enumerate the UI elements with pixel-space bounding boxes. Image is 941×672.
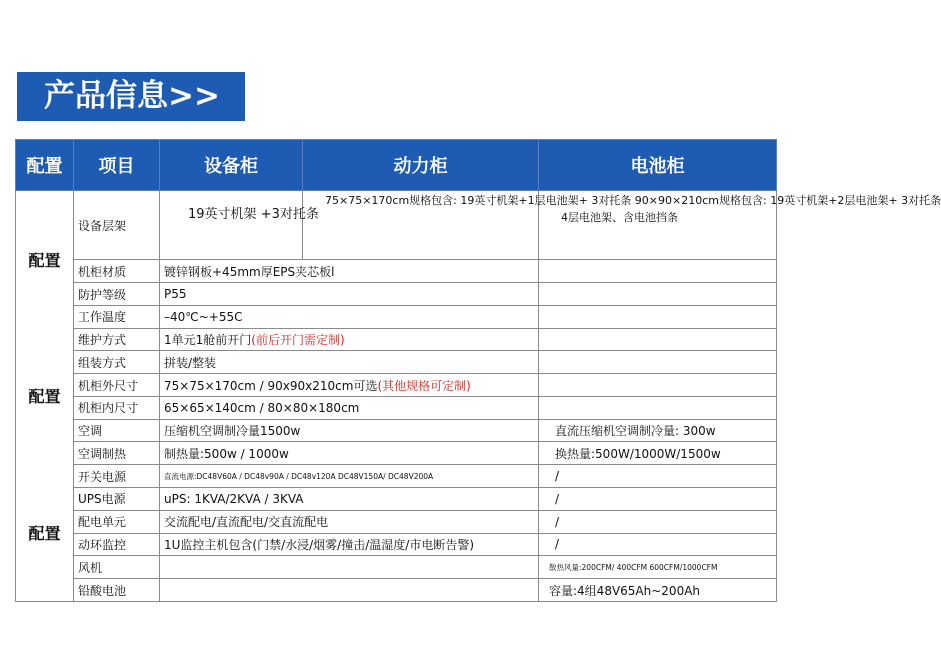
header-config: 配置: [16, 140, 74, 191]
header-power: 动力柜: [303, 140, 539, 191]
row-battery: [539, 351, 777, 374]
outer-size-value: 75×75×170cm / 90x90x210cm可选: [164, 378, 378, 393]
table-row: [16, 488, 777, 511]
maintenance-note: (前后开门需定制): [251, 333, 345, 348]
table-row: [16, 533, 777, 556]
row-value: 拼装/整装: [160, 351, 539, 374]
table-row: [16, 465, 777, 488]
row-battery: /: [539, 533, 777, 556]
header-equipment: 设备柜: [160, 140, 303, 191]
row-value: –40℃~+55C: [160, 305, 539, 328]
group-label: 配置: [28, 524, 61, 544]
row-battery: [539, 283, 777, 306]
row-battery: /: [539, 488, 777, 511]
row-label: 风机: [74, 556, 160, 579]
row-value: 65×65×140cm / 80×80×180cm: [160, 396, 539, 419]
header-item: 项目: [74, 140, 160, 191]
row-value: [160, 579, 539, 602]
table-row: [16, 419, 777, 442]
maintenance-value: 1单元1舱前开门: [164, 333, 252, 348]
row-label: 动环监控: [74, 533, 160, 556]
row-value: [160, 328, 539, 351]
section-title: 产品信息>>: [17, 72, 245, 121]
table-row: [16, 305, 777, 328]
table-row: [16, 396, 777, 419]
row-label: 机柜材质: [74, 260, 160, 283]
row-value: [160, 556, 539, 579]
table-row: [16, 442, 777, 465]
table-row: [16, 328, 777, 351]
row-value: 直流电源:DC48V60A / DC48v90A / DC48v120A DC48V150A/ DC48V200A: [160, 465, 539, 488]
row-label: 设备层架: [74, 191, 160, 260]
row-battery: 容量:4组48V65Ah~200Ah: [539, 579, 777, 602]
row-label: 配电单元: [74, 510, 160, 533]
row-battery: [539, 396, 777, 419]
row-label: 铅酸电池: [74, 579, 160, 602]
product-spec-table: [15, 139, 941, 602]
table-row: [16, 191, 777, 260]
row-label: 空调制热: [74, 442, 160, 465]
row-value: 制热量:500w / 1000w: [160, 442, 539, 465]
row-label: 空调: [74, 419, 160, 442]
rack-equipment: 19英寸机架 +3对托条: [160, 191, 303, 260]
table-row: [16, 579, 777, 602]
row-label: 维护方式: [74, 328, 160, 351]
table-row: [16, 556, 777, 579]
row-label: 组装方式: [74, 351, 160, 374]
row-label: 工作温度: [74, 305, 160, 328]
row-value: 压缩机空调制冷量1500w: [160, 419, 539, 442]
rack-power: 75×75×170cm规格包含: 19英寸机架+1层电池架+ 3对托条 90×90×210cm规格包含: 19英寸机架+2层电池架+ 3对托条: [303, 191, 539, 260]
row-battery: /: [539, 465, 777, 488]
row-value: [160, 374, 539, 397]
group-label: 配置: [28, 250, 61, 270]
row-label: 防护等级: [74, 283, 160, 306]
row-battery: [539, 328, 777, 351]
row-battery: 散热风量:200CFM/ 400CFM 600CFM/1000CFM: [539, 556, 777, 579]
table-row: [16, 351, 777, 374]
row-label: 机柜内尺寸: [74, 396, 160, 419]
table-row: [16, 374, 777, 397]
row-label: 开关电源: [74, 465, 160, 488]
table-row: [16, 283, 777, 306]
row-label: 机柜外尺寸: [74, 374, 160, 397]
table-row: [16, 260, 777, 283]
row-label: UPS电源: [74, 488, 160, 511]
row-battery: 直流压缩机空调制冷量: 300w: [539, 419, 777, 442]
group-label: 配置: [28, 387, 61, 407]
row-battery: [539, 305, 777, 328]
config-group-cell: [16, 191, 74, 602]
row-value: 交流配电/直流配电/交直流配电: [160, 510, 539, 533]
row-value: P55: [160, 283, 539, 306]
row-battery: 换热量:500W/1000W/1500w: [539, 442, 777, 465]
table-header-row: [16, 140, 777, 191]
header-battery: 电池柜: [539, 140, 777, 191]
row-value: 镀锌钢板+45mm厚EPS夹芯板l: [160, 260, 539, 283]
row-battery: [539, 260, 777, 283]
row-battery: /: [539, 510, 777, 533]
row-value: 1U监控主机包含(门禁/水浸/烟雾/撞击/温湿度/市电断告警): [160, 533, 539, 556]
table-row: [16, 510, 777, 533]
row-value: uPS: 1KVA/2KVA / 3KVA: [160, 488, 539, 511]
row-battery: [539, 374, 777, 397]
outer-size-note: (其他规格可定制): [377, 378, 471, 393]
rack-battery: 4层电池架、含电池挡条: [539, 191, 777, 260]
